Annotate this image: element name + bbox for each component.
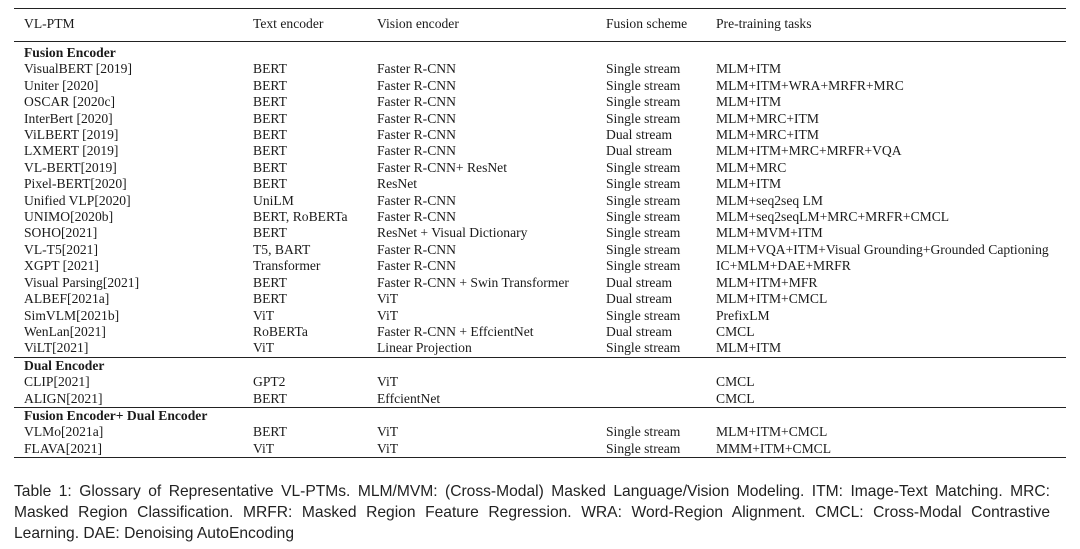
vl-ptm-glossary-table bbox=[14, 8, 1066, 458]
vision-encoder-cell: Faster R-CNN bbox=[377, 192, 456, 208]
table-row bbox=[14, 193, 1066, 209]
section-fusion-encoder bbox=[14, 42, 1066, 358]
table-row bbox=[14, 78, 1066, 94]
text-encoder-cell: BERT bbox=[253, 110, 287, 126]
table-header bbox=[14, 9, 1066, 42]
fusion-scheme-cell: Dual stream bbox=[606, 274, 673, 290]
table-row bbox=[14, 127, 1066, 143]
fusion-scheme-cell: Single stream bbox=[606, 159, 681, 175]
pre-training-tasks-cell: MLM+MRC+ITM bbox=[716, 110, 819, 126]
text-encoder-cell: BERT bbox=[253, 94, 287, 110]
vision-encoder-cell: Faster R-CNN bbox=[377, 258, 456, 274]
text-encoder-cell: ViT bbox=[253, 307, 275, 323]
table-row bbox=[14, 391, 1066, 408]
table-row bbox=[14, 242, 1066, 258]
text-encoder-cell: BERT bbox=[253, 143, 287, 159]
vision-encoder-cell: Faster R-CNN bbox=[377, 241, 456, 257]
model-name-cell: OSCAR [2020c] bbox=[24, 94, 116, 110]
vision-encoder-cell: Faster R-CNN bbox=[377, 94, 456, 110]
model-name-cell: VLMo[2021a] bbox=[24, 424, 104, 440]
fusion-scheme-cell: Single stream bbox=[606, 61, 681, 77]
model-name-cell: ViLT[2021] bbox=[24, 340, 89, 356]
section-fusion-dual-encoder bbox=[14, 407, 1066, 457]
vision-encoder-cell: Faster R-CNN + EffcientNet bbox=[377, 323, 534, 339]
fusion-scheme-cell: Single stream bbox=[606, 307, 681, 323]
text-encoder-cell: BERT bbox=[253, 77, 287, 93]
text-encoder-cell: BERT bbox=[253, 127, 287, 143]
model-name-cell: Pixel-BERT[2020] bbox=[24, 176, 127, 192]
model-name-cell: ALIGN[2021] bbox=[24, 390, 103, 406]
section-header-row bbox=[14, 407, 1066, 424]
pre-training-tasks-cell: MLM+ITM bbox=[716, 340, 782, 356]
pre-training-tasks-cell: MLM+ITM+MRC+MRFR+VQA bbox=[716, 143, 902, 159]
table-row bbox=[14, 111, 1066, 127]
text-encoder-cell: BERT bbox=[253, 225, 287, 241]
text-encoder-cell: BERT bbox=[253, 159, 287, 175]
text-encoder-cell: BERT bbox=[253, 61, 287, 77]
pre-training-tasks-cell: MLM+ITM bbox=[716, 94, 782, 110]
table-row bbox=[14, 441, 1066, 458]
pre-training-tasks-cell: MLM+ITM bbox=[716, 176, 782, 192]
glossary-table-container bbox=[14, 8, 1066, 458]
table-row bbox=[14, 258, 1066, 274]
pre-training-tasks-cell: MLM+MRC+ITM bbox=[716, 127, 819, 143]
text-encoder-cell: GPT2 bbox=[253, 374, 286, 390]
vision-encoder-cell: Faster R-CNN bbox=[377, 110, 456, 126]
vision-encoder-cell: ViT bbox=[377, 424, 399, 440]
table-row bbox=[14, 424, 1066, 440]
table-row bbox=[14, 94, 1066, 110]
header-row bbox=[14, 9, 1066, 42]
vision-encoder-cell: Faster R-CNN + Swin Transformer bbox=[377, 274, 569, 290]
fusion-scheme-cell: Single stream bbox=[606, 258, 681, 274]
pre-training-tasks-cell: IC+MLM+DAE+MRFR bbox=[716, 258, 851, 274]
table-row bbox=[14, 143, 1066, 159]
text-encoder-cell: BERT, RoBERTa bbox=[253, 209, 348, 225]
pre-training-tasks-cell: MLM+seq2seq LM bbox=[716, 192, 823, 208]
vision-encoder-cell: ResNet + Visual Dictionary bbox=[377, 225, 528, 241]
vision-encoder-cell: Faster R-CNN bbox=[377, 61, 456, 77]
section-header-row bbox=[14, 357, 1066, 374]
model-name-cell: Unified VLP[2020] bbox=[24, 192, 131, 208]
vision-encoder-cell: Faster R-CNN+ ResNet bbox=[377, 159, 507, 175]
pre-training-tasks-cell: MMM+ITM+CMCL bbox=[716, 440, 832, 456]
model-name-cell: ALBEF[2021a] bbox=[24, 291, 110, 307]
pre-training-tasks-cell: MLM+ITM+MFR bbox=[716, 274, 818, 290]
pre-training-tasks-cell: MLM+MRC bbox=[716, 159, 787, 175]
table-row bbox=[14, 209, 1066, 225]
vision-encoder-cell: Linear Projection bbox=[377, 340, 472, 356]
section-title: Fusion Encoder bbox=[24, 45, 116, 60]
vision-encoder-cell: ViT bbox=[377, 440, 399, 456]
text-encoder-cell: BERT bbox=[253, 291, 287, 307]
fusion-scheme-cell: Single stream bbox=[606, 77, 681, 93]
text-encoder-cell: BERT bbox=[253, 176, 287, 192]
model-name-cell: WenLan[2021] bbox=[24, 323, 106, 339]
model-name-cell: SOHO[2021] bbox=[24, 225, 98, 241]
fusion-scheme-cell: Dual stream bbox=[606, 291, 673, 307]
model-name-cell: VL-BERT[2019] bbox=[24, 159, 117, 175]
table-row bbox=[14, 340, 1066, 357]
vision-encoder-cell: EffcientNet bbox=[377, 390, 441, 406]
text-encoder-cell: BERT bbox=[253, 274, 287, 290]
section-dual-encoder bbox=[14, 357, 1066, 407]
model-name-cell: VisualBERT [2019] bbox=[24, 61, 132, 77]
header-vl-ptm: VL-PTM bbox=[24, 16, 75, 31]
model-name-cell: CLIP[2021] bbox=[24, 374, 90, 390]
fusion-scheme-cell: Single stream bbox=[606, 94, 681, 110]
text-encoder-cell: ViT bbox=[253, 340, 275, 356]
fusion-scheme-cell: Dual stream bbox=[606, 323, 673, 339]
pre-training-tasks-cell: MLM+ITM+CMCL bbox=[716, 291, 828, 307]
fusion-scheme-cell: Single stream bbox=[606, 110, 681, 126]
table-row bbox=[14, 275, 1066, 291]
vision-encoder-cell: Faster R-CNN bbox=[377, 127, 456, 143]
fusion-scheme-cell: Single stream bbox=[606, 192, 681, 208]
pre-training-tasks-cell: MLM+ITM+WRA+MRFR+MRC bbox=[716, 77, 904, 93]
table-row bbox=[14, 225, 1066, 241]
model-name-cell: VL-T5[2021] bbox=[24, 241, 98, 257]
model-name-cell: ViLBERT [2019] bbox=[24, 127, 119, 143]
table-row bbox=[14, 176, 1066, 192]
table-row bbox=[14, 61, 1066, 77]
pre-training-tasks-cell: CMCL bbox=[716, 390, 755, 406]
model-name-cell: Uniter [2020] bbox=[24, 77, 99, 93]
fusion-scheme-cell: Single stream bbox=[606, 424, 681, 440]
fusion-scheme-cell: Single stream bbox=[606, 241, 681, 257]
fusion-scheme-cell: Single stream bbox=[606, 176, 681, 192]
pre-training-tasks-cell: CMCL bbox=[716, 374, 755, 390]
pre-training-tasks-cell: MLM+MVM+ITM bbox=[716, 225, 823, 241]
header-vision-encoder: Vision encoder bbox=[377, 16, 459, 31]
section-header-row bbox=[14, 42, 1066, 62]
fusion-scheme-cell bbox=[596, 391, 706, 408]
text-encoder-cell: ViT bbox=[253, 440, 275, 456]
table-row bbox=[14, 308, 1066, 324]
header-pre-training-tasks: Pre-training tasks bbox=[716, 16, 812, 31]
fusion-scheme-cell bbox=[596, 374, 706, 390]
section-title: Fusion Encoder+ Dual Encoder bbox=[24, 407, 208, 423]
text-encoder-cell: Transformer bbox=[253, 258, 321, 274]
fusion-scheme-cell: Single stream bbox=[606, 209, 681, 225]
pre-training-tasks-cell: MLM+VQA+ITM+Visual Grounding+Grounded Captioning bbox=[716, 241, 1049, 257]
model-name-cell: SimVLM[2021b] bbox=[24, 307, 120, 323]
fusion-scheme-cell: Dual stream bbox=[606, 127, 673, 143]
table-row bbox=[14, 160, 1066, 176]
vision-encoder-cell: ViT bbox=[377, 307, 399, 323]
vision-encoder-cell: ViT bbox=[377, 374, 399, 390]
header-text-encoder: Text encoder bbox=[253, 16, 324, 31]
vision-encoder-cell: ViT bbox=[377, 291, 399, 307]
fusion-scheme-cell: Single stream bbox=[606, 340, 681, 356]
text-encoder-cell: BERT bbox=[253, 424, 287, 440]
pre-training-tasks-cell: CMCL bbox=[716, 323, 755, 339]
pre-training-tasks-cell: PrefixLM bbox=[716, 307, 770, 323]
vision-encoder-cell: Faster R-CNN bbox=[377, 209, 456, 225]
vision-encoder-cell: Faster R-CNN bbox=[377, 77, 456, 93]
model-name-cell: LXMERT [2019] bbox=[24, 143, 119, 159]
text-encoder-cell: T5, BART bbox=[253, 241, 311, 257]
model-name-cell: InterBert [2020] bbox=[24, 110, 113, 126]
model-name-cell: XGPT [2021] bbox=[24, 258, 99, 274]
fusion-scheme-cell: Single stream bbox=[606, 225, 681, 241]
text-encoder-cell: UniLM bbox=[253, 192, 294, 208]
text-encoder-cell: BERT bbox=[253, 390, 287, 406]
pre-training-tasks-cell: MLM+ITM+CMCL bbox=[716, 424, 828, 440]
model-name-cell: UNIMO[2020b] bbox=[24, 209, 114, 225]
pre-training-tasks-cell: MLM+ITM bbox=[716, 61, 782, 77]
table-row bbox=[14, 324, 1066, 340]
vision-encoder-cell: ResNet bbox=[377, 176, 418, 192]
vision-encoder-cell: Faster R-CNN bbox=[377, 143, 456, 159]
fusion-scheme-cell: Single stream bbox=[606, 440, 681, 456]
header-fusion-scheme: Fusion scheme bbox=[606, 16, 688, 31]
section-title: Dual Encoder bbox=[24, 357, 105, 373]
table-row bbox=[14, 374, 1066, 390]
table-caption: Table 1: Glossary of Representative VL-PTMs. MLM/MVM: (Cross-Modal) Masked Language/Vision Modeling. ITM: Image-Text Matching. MRC: Masked Region Classification. MRFR: Masked Region Feature Regression. WRA: Word-Region Alignment. CMCL: Cross-Modal Contrastive Learning. DAE: Denoising AutoEncoding bbox=[14, 483, 1050, 542]
text-encoder-cell: RoBERTa bbox=[253, 323, 308, 339]
pre-training-tasks-cell: MLM+seq2seqLM+MRC+MRFR+CMCL bbox=[716, 209, 950, 225]
fusion-scheme-cell: Dual stream bbox=[606, 143, 673, 159]
model-name-cell: FLAVA[2021] bbox=[24, 440, 103, 456]
model-name-cell: Visual Parsing[2021] bbox=[24, 274, 140, 290]
table-row bbox=[14, 291, 1066, 307]
